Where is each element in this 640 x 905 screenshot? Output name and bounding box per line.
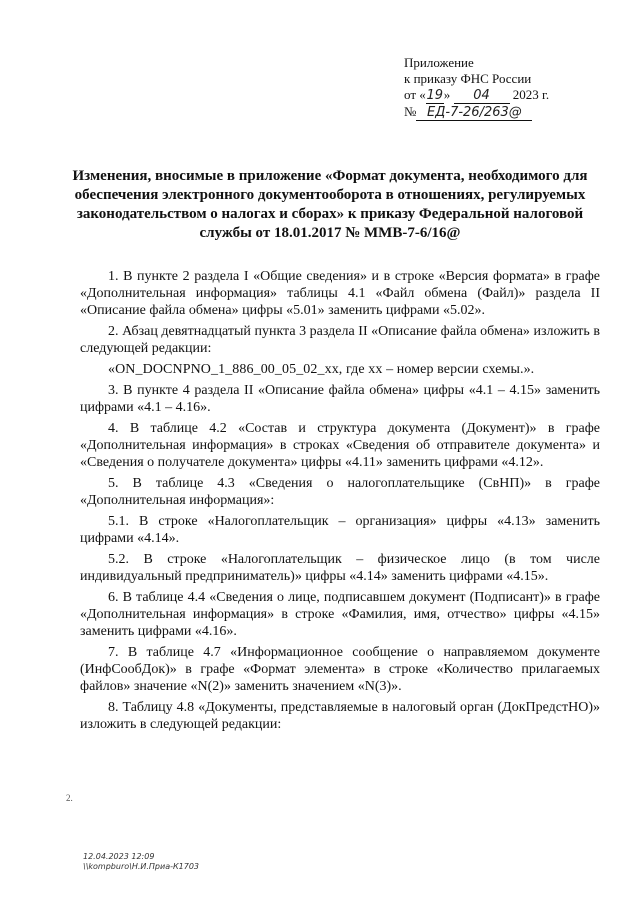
paragraph-5: 5. В таблице 4.3 «Сведения о налогоплательщике (СвНП)» в графе «Дополнительная информация»:: [80, 476, 600, 508]
paragraph-2-quote: «ON_DOCNPNO_1_886_00_05_02_xx, где xx – номер версии схемы.».: [108, 362, 535, 377]
paragraph-7: 7. В таблице 4.7 «Информационное сообщение о направляемом документе (ИнфСообДок)» в графе «Формат элемента» в строке «Количество прилагаемых файлов» значение «N(2)» заменить значением «N(3)».: [80, 645, 600, 694]
appendix-order-ref: к приказу ФНС России: [404, 71, 532, 86]
paragraph-1: 1. В пункте 2 раздела I «Общие сведения» и в строке «Версия формата» в графе «Дополнительная информация» таблицы 4.1 «Файл обмена (Файл)» раздела II «Описание файла обмена» цифры «5.01» заменить цифрами «5.02».: [80, 269, 600, 318]
paragraph-8: 8. Таблицу 4.8 «Документы, представляемые в налоговый орган (ДокПредстНО)» изложить в следующей редакции:: [80, 700, 600, 732]
title-line: законодательством о налогах и сборах» к приказу Федеральной налоговой: [76, 206, 584, 222]
appendix-date: от «19» 04 2023 г.: [404, 87, 550, 103]
paragraph-5-1: 5.1. В строке «Налогоплательщик – организация» цифры «4.13» заменить цифрами «4.14».: [80, 514, 600, 546]
stamp-datetime: 12.04.2023 12:09: [83, 852, 155, 861]
paragraph-6: 6. В таблице 4.4 «Сведения о лице, подписавшем документ (Подписант)» в графе «Дополнительная информация» в строке «Фамилия, имя, отчество» цифры «4.15» заменить цифрами «4.16».: [80, 590, 600, 639]
appendix-title: Приложение: [404, 55, 474, 70]
document-title: [70, 167, 590, 243]
document-body: [80, 268, 600, 737]
date-year: 2023 г.: [512, 87, 550, 102]
date-day: 19: [426, 88, 444, 103]
paragraph-5-2: 5.2. В строке «Налогоплательщик – физическое лицо (в том числе индивидуальный предприниматель)» цифры «4.14» заменить цифрами «4.15».: [80, 552, 600, 584]
appendix-number: № ЕД-7-26/263@: [404, 104, 549, 121]
paragraph-4: 4. В таблице 4.2 «Состав и структура документа (Документ)» в графе «Дополнительная информация» в строках «Сведения об отправителе документа» и «Сведения о получателе документа» цифры «4.11» заменить цифрами «4.12».: [80, 421, 600, 470]
paragraph-3: 3. В пункте 4 раздела II «Описание файла обмена» цифры «4.1 – 4.15» заменить цифрами «4.1 – 4.16».: [80, 383, 600, 415]
stamp-path: \\kompburo\Н.И.Приа-К1703: [83, 862, 200, 871]
margin-mark: 2.: [66, 793, 73, 803]
date-month: 04: [454, 89, 510, 104]
title-line: службы от 18.01.2017 № ММВ-7-6/16@: [199, 225, 461, 241]
paragraph-2: 2. Абзац девятнадцатый пункта 3 раздела II «Описание файла обмена» изложить в следующей редакции:: [80, 324, 600, 356]
order-number: ЕД-7-26/263@: [416, 106, 532, 121]
print-stamp: [83, 852, 199, 872]
appendix-block: [404, 55, 549, 121]
title-line: Изменения, вносимые в приложение «Формат документа, необходимого для: [72, 168, 588, 184]
title-line: обеспечения электронного документооборота в отношениях, регулируемых: [74, 187, 586, 203]
